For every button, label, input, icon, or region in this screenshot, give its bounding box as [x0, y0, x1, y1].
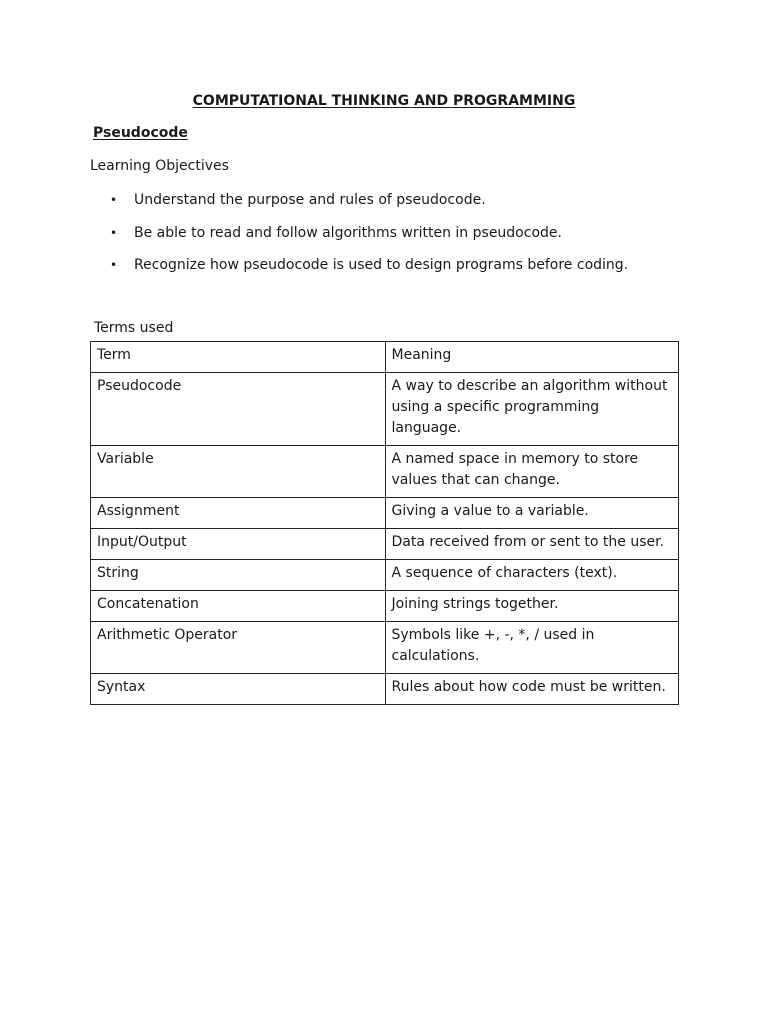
meaning-cell: Symbols like +, -, *, / used in calculations. [385, 622, 679, 674]
objective-text: Be able to read and follow algorithms written in pseudocode. [134, 224, 562, 241]
header-meaning: Meaning [385, 342, 679, 373]
objectives-label: Learning Objectives [90, 158, 229, 174]
term-cell: Syntax [91, 674, 386, 705]
term-cell: String [91, 560, 386, 591]
table-row [91, 622, 679, 674]
term-cell: Arithmetic Operator [91, 622, 386, 674]
table-row [91, 674, 679, 705]
meaning-cell: A way to describe an algorithm without using a specific programming language. [385, 373, 679, 446]
table-row [91, 373, 679, 446]
meaning-cell: Data received from or sent to the user. [385, 529, 679, 560]
objective-item [110, 256, 628, 289]
meaning-cell: Rules about how code must be written. [385, 674, 679, 705]
meaning-cell: Joining strings together. [385, 591, 679, 622]
table-row [91, 498, 679, 529]
document-title: COMPUTATIONAL THINKING AND PROGRAMMING [192, 93, 576, 109]
table-row [91, 529, 679, 560]
objective-item [110, 224, 628, 257]
meaning-cell: A named space in memory to store values that can change. [385, 446, 679, 498]
terms-table [90, 341, 679, 705]
term-cell: Variable [91, 446, 386, 498]
meaning-cell: Giving a value to a variable. [385, 498, 679, 529]
table-header-row [91, 342, 679, 373]
terms-label: Terms used [94, 320, 174, 336]
objectives-list [110, 191, 628, 289]
header-term: Term [91, 342, 386, 373]
term-cell: Pseudocode [91, 373, 386, 446]
term-cell: Input/Output [91, 529, 386, 560]
bullet-icon: • [110, 225, 118, 240]
table-row [91, 591, 679, 622]
bullet-icon: • [110, 258, 118, 272]
meaning-cell: A sequence of characters (text). [385, 560, 679, 591]
table-row [91, 560, 679, 591]
table-row [91, 446, 679, 498]
objective-item [110, 191, 628, 224]
term-cell: Concatenation [91, 591, 386, 622]
section-heading: Pseudocode [93, 125, 188, 141]
bullet-icon: • [110, 193, 118, 207]
objective-text: Understand the purpose and rules of pseudocode. [134, 192, 486, 208]
objective-text: Recognize how pseudocode is used to design programs before coding. [134, 257, 629, 273]
term-cell: Assignment [91, 498, 386, 529]
